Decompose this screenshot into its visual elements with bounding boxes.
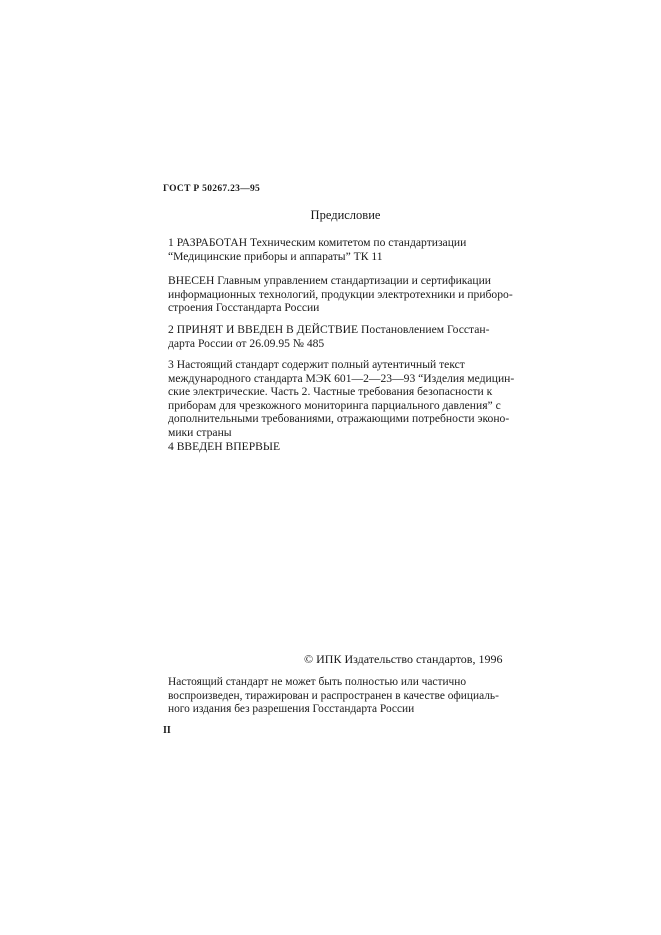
paragraph-content <box>168 358 531 440</box>
paragraph-line: информационных технологий, продукции электротехники и приборо- <box>168 287 513 301</box>
paragraph-line: “Медицинские приборы и аппараты” ТК 11 <box>168 249 383 263</box>
paragraph-line: 2 ПРИНЯТ И ВВЕДЕН В ДЕЙСТВИЕ Постановлением Госстан- <box>168 323 490 336</box>
section-title: Предисловие <box>310 208 381 222</box>
paragraph-first-introduced <box>168 440 531 454</box>
paragraph-line: ВНЕСЕН Главным управлением стандартизации и сертификации <box>168 274 492 287</box>
paragraph-line: мики страны <box>168 425 232 439</box>
copyright-line: © ИПК Издательство стандартов, 1996 <box>304 652 503 666</box>
notice-line: воспроизведен, тиражирован и распространен в качестве официаль- <box>168 689 499 702</box>
paragraph-introduced <box>168 274 531 315</box>
paragraph-line: 1 РАЗРАБОТАН Техническим комитетом по стандартизации <box>168 236 467 249</box>
paragraph-line: 4 ВВЕДЕН ВПЕРВЫЕ <box>168 440 281 453</box>
notice-line: ного издания без разрешения Госстандарта России <box>168 703 415 716</box>
paragraph-developed <box>168 236 531 263</box>
paragraph-line: 3 Настоящий стандарт содержит полный аутентичный текст <box>168 358 465 371</box>
standard-code-header: ГОСТ Р 50267.23—95 <box>163 184 261 194</box>
paragraph-line: строения Госстандарта России <box>168 301 320 315</box>
reproduction-notice <box>168 676 528 717</box>
notice-line: Настоящий стандарт не может быть полностью или частично <box>168 676 467 688</box>
paragraph-line: ские электрические. Часть 2. Частные требования безопасности к <box>168 385 493 399</box>
paragraph-line: дополнительными требованиями, отражающими потребности эконо- <box>168 412 510 426</box>
paragraph-line: международного стандарта МЭК 601—2—23—93 “Изделия медицин- <box>168 371 515 385</box>
paragraph-adopted <box>168 323 531 350</box>
page-number: II <box>163 725 171 736</box>
paragraph-line: дарта России от 26.09.95 № 485 <box>168 336 325 350</box>
paragraph-line: приборам для чрезкожного мониторинга парциального давления” с <box>168 398 501 412</box>
